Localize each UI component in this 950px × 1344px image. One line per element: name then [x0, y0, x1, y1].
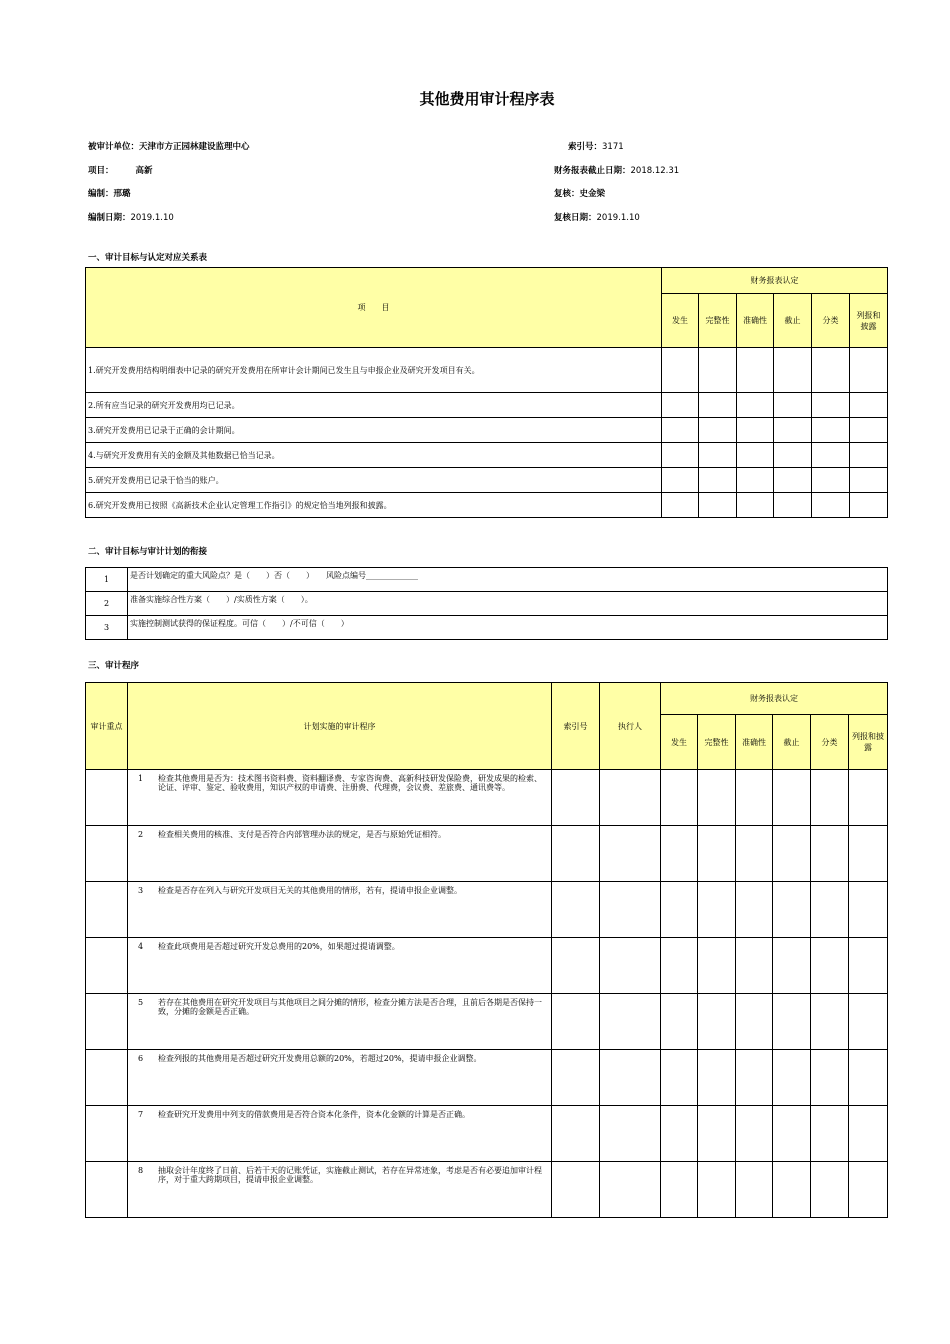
check-cell[interactable] [698, 882, 736, 938]
assertion-group-header: 财务报表认定 [661, 683, 888, 715]
step-text: 若存在其他费用在研究开发项目与其他项目之间分摊的情形，检查分摊方法是否合理，且前后各期是否保持一致，分摊的金额是否正确。 [158, 998, 542, 1016]
prepare-date [88, 211, 174, 223]
check-cell[interactable] [737, 493, 774, 518]
plan-text: 实施控制测试获得的保证程度。可信（ ）/不可信（ ） [128, 616, 888, 640]
step-number: 4 [138, 942, 144, 951]
check-cell[interactable] [850, 493, 888, 518]
step-number: 6 [138, 1054, 144, 1063]
step-text: 检查列报的其他费用是否超过研究开发费用总额的20%，若超过20%，提请申报企业调整。 [158, 1054, 482, 1063]
assertion-header: 准确性 [736, 715, 773, 770]
check-cell[interactable] [662, 443, 699, 468]
check-cell[interactable] [661, 994, 698, 1050]
project-value: 高新 [135, 166, 153, 176]
assertion-header: 列报和披露 [850, 294, 888, 348]
check-cell[interactable] [812, 393, 850, 418]
check-cell[interactable] [737, 418, 774, 443]
review-date-label: 复核日期： [554, 213, 597, 223]
step-number: 7 [138, 1110, 144, 1119]
executor-cell[interactable] [600, 882, 661, 938]
check-cell[interactable] [849, 882, 888, 938]
assertion-header: 列报和披露 [849, 715, 888, 770]
index-cell[interactable] [552, 1162, 600, 1218]
check-cell[interactable] [774, 348, 812, 393]
index-cell[interactable] [552, 770, 600, 826]
executor-cell[interactable] [600, 1106, 661, 1162]
procedure-cell [128, 882, 552, 938]
check-cell[interactable] [736, 770, 773, 826]
check-cell[interactable] [661, 826, 698, 882]
step-text: 检查研究开发费用中列支的借款费用是否符合资本化条件，资本化金额的计算是否正确。 [158, 1110, 470, 1119]
index-header: 索引号 [552, 683, 600, 770]
index-number-value: 3171 [602, 142, 624, 152]
check-cell[interactable] [811, 994, 849, 1050]
fs-cutoff-date [554, 164, 679, 176]
review-date [554, 211, 640, 223]
step-number: 1 [138, 774, 144, 783]
executor-cell[interactable] [600, 770, 661, 826]
assertion-header: 准确性 [737, 294, 774, 348]
check-cell[interactable] [773, 1162, 811, 1218]
section3-title: 三、审计程序 [88, 661, 140, 671]
check-cell[interactable] [661, 1106, 698, 1162]
assertion-header: 分类 [812, 294, 850, 348]
fs-cutoff-date-label: 财务报表截止日期： [554, 166, 631, 176]
table-row [86, 1106, 888, 1162]
check-cell[interactable] [699, 443, 737, 468]
procedure-cell [128, 994, 552, 1050]
focus-cell[interactable] [86, 882, 128, 938]
plan-text: 是否计划确定的重大风险点？是（ ）否（ ） 风险点编号_____________ [128, 568, 888, 592]
check-cell[interactable] [737, 468, 774, 493]
check-cell[interactable] [699, 348, 737, 393]
plan-link-table [85, 567, 888, 640]
check-cell[interactable] [773, 770, 811, 826]
table-row [86, 568, 888, 592]
index-cell[interactable] [552, 1106, 600, 1162]
check-cell[interactable] [849, 826, 888, 882]
check-cell[interactable] [699, 468, 737, 493]
step-number: 3 [138, 886, 144, 895]
audit-procedure-table [85, 682, 888, 1218]
check-cell[interactable] [811, 882, 849, 938]
check-cell[interactable] [812, 443, 850, 468]
index-number-label: 索引号： [568, 142, 603, 152]
row-number: 1 [86, 568, 128, 592]
check-cell[interactable] [698, 1106, 736, 1162]
reviewer-label: 复核： [554, 189, 580, 199]
step-text: 检查此项费用是否超过研究开发总费用的20%，如果超过提请调整。 [158, 942, 400, 951]
executor-cell[interactable] [600, 1162, 661, 1218]
procedure-cell [128, 770, 552, 826]
focus-header: 审计重点 [86, 683, 128, 770]
procedure-cell [128, 1162, 552, 1218]
check-cell[interactable] [774, 493, 812, 518]
check-cell[interactable] [661, 882, 698, 938]
table-row [86, 592, 888, 616]
assertion-header: 发生 [662, 294, 699, 348]
check-cell[interactable] [736, 994, 773, 1050]
reviewer-value: 史金梁 [579, 189, 606, 199]
table-row [86, 616, 888, 640]
item-header: 项 目 [86, 268, 662, 348]
executor-header: 执行人 [600, 683, 661, 770]
check-cell[interactable] [773, 882, 811, 938]
executor-cell[interactable] [600, 826, 661, 882]
step-number: 5 [138, 998, 144, 1007]
check-cell[interactable] [773, 1106, 811, 1162]
check-cell[interactable] [662, 393, 699, 418]
step-number: 2 [138, 830, 144, 839]
check-cell[interactable] [812, 418, 850, 443]
table-row [86, 938, 888, 994]
check-cell[interactable] [699, 418, 737, 443]
table-row [86, 770, 888, 826]
assertion-group-header: 财务报表认定 [662, 268, 888, 294]
table-row [86, 468, 888, 493]
check-cell[interactable] [737, 443, 774, 468]
section2-title: 二、审计目标与审计计划的衔接 [88, 547, 208, 557]
check-cell[interactable] [699, 393, 737, 418]
assertion-header: 发生 [661, 715, 698, 770]
focus-cell[interactable] [86, 994, 128, 1050]
assertion-header: 截止 [773, 715, 811, 770]
procedure-cell [128, 938, 552, 994]
check-cell[interactable] [698, 1162, 736, 1218]
focus-cell[interactable] [86, 826, 128, 882]
row-number: 3 [86, 616, 128, 640]
check-cell[interactable] [662, 468, 699, 493]
check-cell[interactable] [661, 770, 698, 826]
assertion-header: 分类 [811, 715, 849, 770]
audited-unit-label: 被审计单位： [88, 142, 140, 152]
preparer-label: 编制： [88, 189, 114, 199]
table-row [86, 1050, 888, 1106]
check-cell[interactable] [698, 938, 736, 994]
index-cell[interactable] [552, 826, 600, 882]
index-cell[interactable] [552, 1050, 600, 1106]
table-row [86, 994, 888, 1050]
table-row [86, 348, 888, 393]
check-cell[interactable] [812, 493, 850, 518]
preparer [88, 187, 131, 199]
table-row [86, 393, 888, 418]
objective-text: 6.研究开发费用已按照《高新技术企业认定管理工作指引》的规定恰当地列报和披露。 [86, 493, 662, 518]
check-cell[interactable] [736, 826, 773, 882]
check-cell[interactable] [736, 1106, 773, 1162]
check-cell[interactable] [850, 443, 888, 468]
check-cell[interactable] [699, 493, 737, 518]
check-cell[interactable] [812, 468, 850, 493]
check-cell[interactable] [773, 994, 811, 1050]
check-cell[interactable] [849, 938, 888, 994]
objective-text: 5.研究开发费用已记录于恰当的账户。 [86, 468, 662, 493]
check-cell[interactable] [811, 826, 849, 882]
objective-text: 2.所有应当记录的研究开发费用均已记录。 [86, 393, 662, 418]
index-cell[interactable] [552, 882, 600, 938]
objective-text: 1.研究开发费用结构明细表中记录的研究开发费用在所审计会计期间已发生且与申报企业及研究开发项目有关。 [86, 348, 662, 393]
review-date-value: 2019.1.10 [596, 213, 640, 223]
check-cell[interactable] [811, 938, 849, 994]
check-cell[interactable] [811, 1050, 849, 1106]
prepare-date-value: 2019.1.10 [130, 213, 174, 223]
fs-cutoff-date-value: 2018.12.31 [630, 166, 680, 176]
table-row [86, 826, 888, 882]
check-cell[interactable] [698, 770, 736, 826]
focus-cell[interactable] [86, 1050, 128, 1106]
procedure-header: 计划实施的审计程序 [128, 683, 552, 770]
check-cell[interactable] [773, 1050, 811, 1106]
focus-cell[interactable] [86, 1162, 128, 1218]
check-cell[interactable] [736, 1162, 773, 1218]
check-cell[interactable] [698, 1050, 736, 1106]
check-cell[interactable] [812, 348, 850, 393]
check-cell[interactable] [849, 1162, 888, 1218]
step-text: 抽取会计年度终了日前、后若干天的记账凭证，实施截止测试，若存在异常迹象，考虑是否有必要追加审计程序，对于重大跨期项目，提请申报企业调整。 [158, 1166, 542, 1184]
check-cell[interactable] [849, 1050, 888, 1106]
check-cell[interactable] [736, 882, 773, 938]
procedure-cell [128, 1050, 552, 1106]
assertion-header: 完整性 [699, 294, 737, 348]
step-text: 检查其他费用是否为：技术图书资料费、资料翻译费、专家咨询费、高新科技研发保险费，研发成果的检索、论证、评审、鉴定、验收费用，知识产权的申请费、注册费、代理费，会议费、差旅费、通讯费等。 [158, 774, 542, 792]
index-cell[interactable] [552, 994, 600, 1050]
procedure-cell [128, 1106, 552, 1162]
objective-text: 4.与研究开发费用有关的金额及其他数据已恰当记录。 [86, 443, 662, 468]
check-cell[interactable] [661, 1162, 698, 1218]
prepare-date-label: 编制日期： [88, 213, 131, 223]
check-cell[interactable] [774, 468, 812, 493]
check-cell[interactable] [811, 1106, 849, 1162]
executor-cell[interactable] [600, 994, 661, 1050]
table-row [86, 1162, 888, 1218]
check-cell[interactable] [736, 1050, 773, 1106]
check-cell[interactable] [737, 393, 774, 418]
check-cell[interactable] [773, 938, 811, 994]
check-cell[interactable] [850, 418, 888, 443]
check-cell[interactable] [774, 393, 812, 418]
check-cell[interactable] [698, 826, 736, 882]
row-number: 2 [86, 592, 128, 616]
assertion-header: 完整性 [698, 715, 736, 770]
check-cell[interactable] [774, 443, 812, 468]
step-number: 8 [138, 1166, 144, 1175]
project-label: 项目： [88, 166, 114, 176]
table-row [86, 882, 888, 938]
assertion-mapping-table [85, 267, 888, 518]
reviewer [554, 187, 605, 199]
project [88, 164, 153, 176]
check-cell[interactable] [661, 1050, 698, 1106]
check-cell[interactable] [849, 770, 888, 826]
check-cell[interactable] [811, 770, 849, 826]
check-cell[interactable] [774, 418, 812, 443]
check-cell[interactable] [662, 418, 699, 443]
page-title: 其他费用审计程序表 [419, 90, 555, 108]
check-cell[interactable] [850, 348, 888, 393]
index-cell[interactable] [552, 938, 600, 994]
index-number [568, 140, 624, 152]
procedure-cell [128, 826, 552, 882]
table-row [86, 493, 888, 518]
audited-unit [88, 140, 250, 152]
focus-cell[interactable] [86, 938, 128, 994]
executor-cell[interactable] [600, 1050, 661, 1106]
step-text: 检查相关费用的核准、支付是否符合内部管理办法的规定，是否与原始凭证相符。 [158, 830, 446, 839]
check-cell[interactable] [849, 994, 888, 1050]
check-cell[interactable] [698, 994, 736, 1050]
focus-cell[interactable] [86, 1106, 128, 1162]
check-cell[interactable] [737, 348, 774, 393]
table-row [86, 418, 888, 443]
step-text: 检查是否存在列入与研究开发项目无关的其他费用的情形，若有，提请申报企业调整。 [158, 886, 462, 895]
focus-cell[interactable] [86, 770, 128, 826]
check-cell[interactable] [849, 1106, 888, 1162]
plan-text: 准备实施综合性方案（ ）/实质性方案（ ）。 [128, 592, 888, 616]
table-row [86, 443, 888, 468]
check-cell[interactable] [811, 1162, 849, 1218]
audited-unit-value: 天津市方正园林建设监理中心 [139, 142, 250, 152]
check-cell[interactable] [736, 938, 773, 994]
executor-cell[interactable] [600, 938, 661, 994]
check-cell[interactable] [850, 393, 888, 418]
check-cell[interactable] [850, 468, 888, 493]
assertion-header: 截止 [774, 294, 812, 348]
check-cell[interactable] [662, 348, 699, 393]
check-cell[interactable] [662, 493, 699, 518]
check-cell[interactable] [773, 826, 811, 882]
section1-title: 一、审计目标与认定对应关系表 [88, 253, 208, 263]
check-cell[interactable] [661, 938, 698, 994]
objective-text: 3.研究开发费用已记录于正确的会计期间。 [86, 418, 662, 443]
preparer-value: 邢璐 [113, 189, 131, 199]
